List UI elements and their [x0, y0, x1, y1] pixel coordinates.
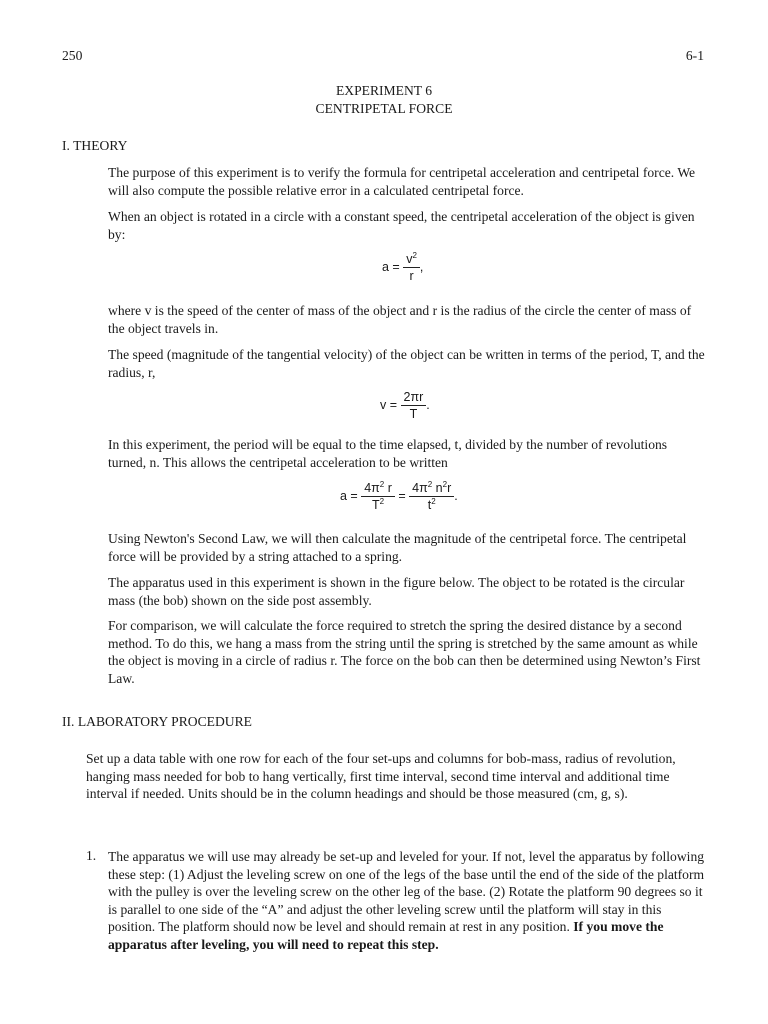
equation-speed: v = $\frac{2\pi r}{T}$ . [380, 390, 430, 421]
procedure-item-1-text: The apparatus we will use may already be set-up and leveled for your. If not, level the apparatus by following these step: (1) Adjust the leveling screw on one of the legs of the base until the end of the side of the platform with the pulley is over the leveling screw on the other leg of the base. (2) Rotate the platform 90 degrees so it is parallel to one side of the “A” and adjust the other leveling screw until the platform will stay in this position. The platform should now be level and should remain at rest in any position. [108, 849, 705, 934]
equation-centripetal-acceleration: a = $\frac{v^2}{r}$ , [382, 250, 424, 283]
theory-heading: I. THEORY [62, 138, 128, 153]
theory-paragraph-4: The speed (magnitude of the tangential velocity) of the object can be written in terms of the period, T, and the radius, r, [108, 347, 705, 380]
procedure-item-1-number: 1. [86, 848, 97, 863]
theory-paragraph-3: where v is the speed of the center of mass of the object and r is the radius of the circle the center of mass of the object travels in. [108, 303, 692, 336]
procedure-item-1-warning: If you move the apparatus after leveling, you will need to repeat this step. [108, 919, 664, 952]
theory-paragraph-8: For comparison, we will calculate the force required to stretch the spring the desired distance by a second method. To do this, we hang a mass from the string until the spring is stretched by the same amount as while the object is moving in a circle of radius r. The force on the bob can then be determined using Newton’s First Law. [108, 618, 701, 686]
theory-paragraph-7: The apparatus used in this experiment is shown in the figure below. The object to be rotated is the circular mass (the bob) shown on the side post assembly. [108, 575, 685, 608]
page-number-left: 250 [62, 48, 83, 63]
theory-paragraph-2: When an object is rotated in a circle with a constant speed, the centripetal acceleration of the object is given by: [108, 209, 695, 242]
title-line-2: CENTRIPETAL FORCE [315, 101, 453, 116]
page-number-right: 6-1 [685, 48, 704, 63]
procedure-heading: II. LABORATORY PROCEDURE [62, 714, 252, 729]
page-title [0, 82, 768, 118]
procedure-paragraph-1: Set up a data table with one row for each of the four set-ups and columns for bob-mass, radius of revolution, hanging mass needed for bob to hang vertically, first time interval, second time interval and additional time interval if needed. Units should be in the column headings and should be those measured (cm, g, s). [86, 751, 676, 801]
theory-paragraph-6: Using Newton's Second Law, we will then calculate the magnitude of the centripetal force. The centripetal force will be provided by a string attached to a spring. [108, 531, 687, 564]
procedure-item-1 [108, 848, 708, 953]
theory-paragraph-5: In this experiment, the period will be equal to the time elapsed, t, divided by the number of revolutions turned, n. This allows the centripetal acceleration to be written [108, 437, 668, 470]
equation-acceleration-period: a = $\frac{4\pi^2 r}{T^2}$ = $\frac{4\pi^2 n^2r}{t^2}$ . [340, 479, 458, 512]
title-line-1: EXPERIMENT 6 [335, 83, 433, 98]
theory-paragraph-1: The purpose of this experiment is to verify the formula for centripetal acceleration and centripetal force. We will also compute the possible relative error in a calculated centripetal force. [108, 165, 696, 198]
